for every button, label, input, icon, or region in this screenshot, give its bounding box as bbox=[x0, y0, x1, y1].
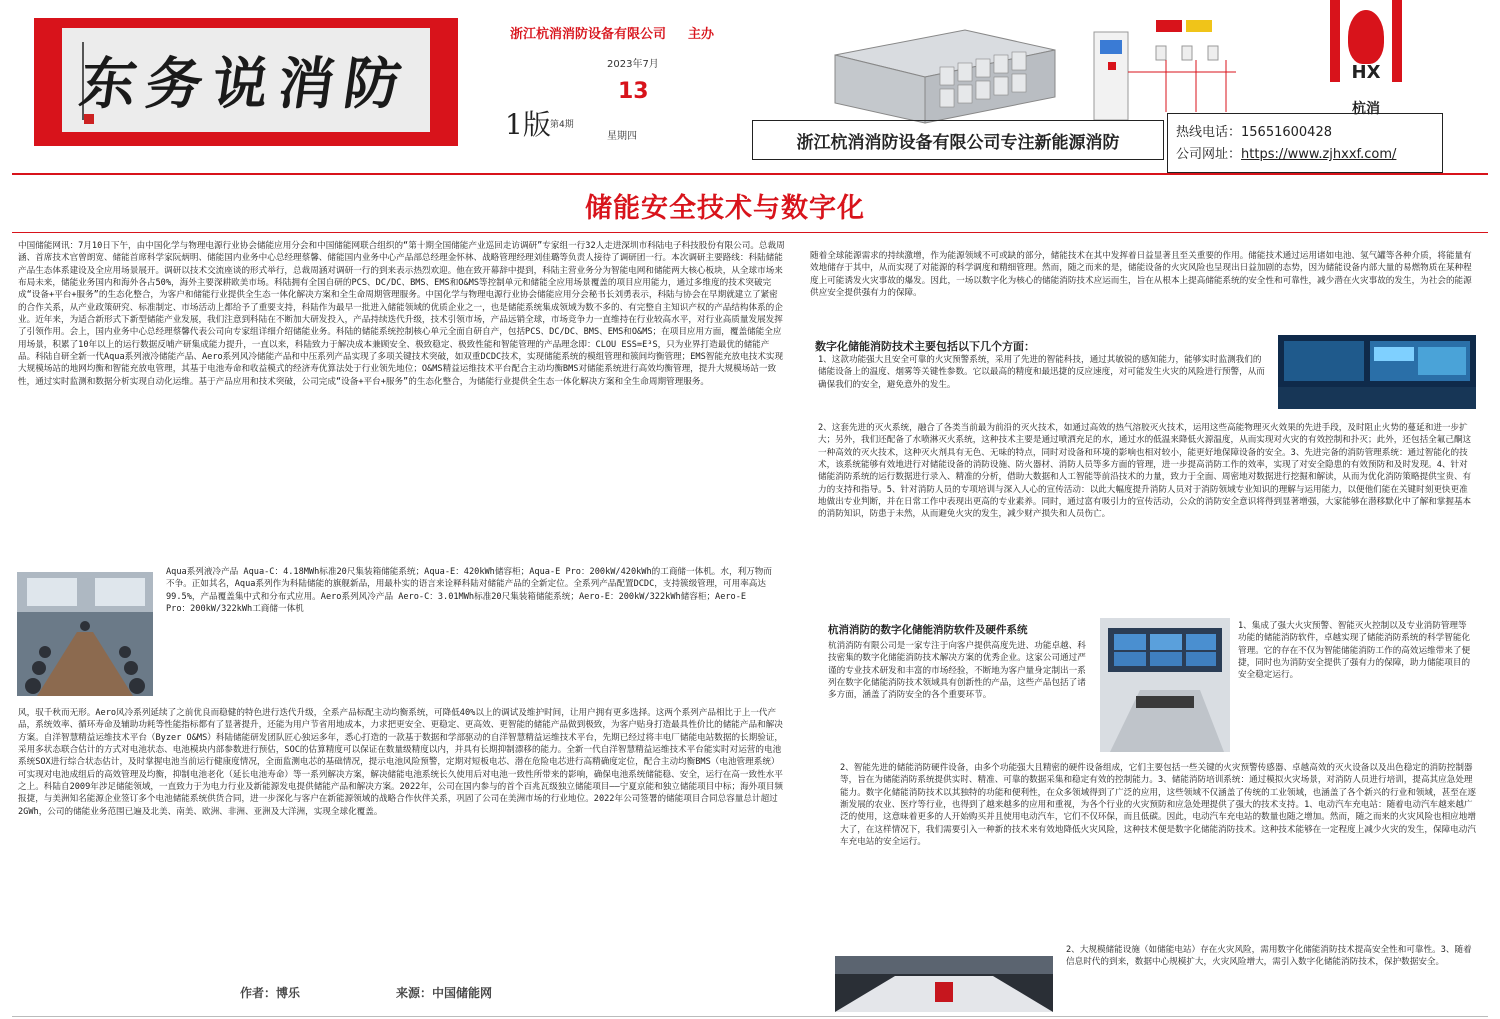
article-right-software: 1、集成了强大火灾预警、智能灭火控制以及专业消防管理等功能的储能消防软件，卓越实现了储能消防系统的科学智能化管理。它的存在不仅为智能储能消防工作的高效运维带来了便捷，同时也为消防安全提供了强有力的保障，助力储能项目的安全稳定运行。 bbox=[1238, 621, 1471, 681]
publisher-name: 浙江杭消消防设备有限公司 bbox=[510, 27, 667, 42]
storage-cabinet-image bbox=[815, 15, 1065, 125]
page-bottom-divider bbox=[12, 1016, 1488, 1017]
fire-equipment-image bbox=[1086, 12, 1246, 122]
slogan-text: 浙江杭消消防设备有限公司专注新能源消防 bbox=[796, 132, 1120, 153]
edition-issue: 第4期 bbox=[550, 120, 574, 130]
article-right-items: 2、这套先进的灭火系统，融合了各类当前最为前沿的灭火技术，如通过高效的热气溶胶灭火技术，运用这些高能物理灭火效果的先进手段，及时阻止火势的蔓延和进一步扩大；另外，我们还配备了水喷淋灭火系统，这种技术主要是通过喷洒充足的水，通过水的低温来降低火源温度，从而实现对火灾的有效控制和扑灭；此外，还包括全氟己酮这一种高效的灭火技术，这种灭火剂具有无色、无味的特点，同时对设备和环境的影响也相对较小，能更好地保障设备的安全。3、先进完备的消防管理系统：通过智能化的技术，该系统能够有效地进行对储能设备的消防设施、防火器材、消防人员等多方面的管理，进一步提高消防工作的效率，实现了对安全隐患的有效预防和及时发现。4、针对储能消防系统的运行数据进行录入、精准的分析，借助大数据和人工智能等前沿技术的力量，致力于全面、周密地对数据进行挖掘和解读，从而为优化消防策略提供宝贵、有力的支持和指导。5、针对消防人员的专项培训与深入人心的宣传活动：以此大幅度提升消防人员对于消防领域专业知识的理解与运用能力，以便他们能在关键时刻更快更准地做出专业判断，并在日常工作中表现出更高的专业素养。同时，通过富有吸引力的宣传活动，公众的消防安全意识将得到显著增强，大家能够在潜移默化中了解和掌握基本的消防知识，防患于未然，从而避免火灾的发生，减少财产损失和人员伤亡。 bbox=[818, 423, 1472, 520]
brand-name: 杭消 bbox=[1352, 101, 1380, 117]
section-heading-hangxiao: 杭消消防的数字化储能消防软件及硬件系统 bbox=[828, 624, 1028, 636]
hotline: 热线电话：15651600428 bbox=[1176, 125, 1332, 140]
article-left-bottom: 风，驭千秋而无形。Aero风冷系列延续了之前优良而稳健的特色进行迭代升级，全系产品标配主动均衡系统，可降低40%以上的调试及维护时间，让用户拥有更多选择。这两个系列产品相比于上一代产品，系统效率、循环寿命及辅助功耗等性能指标都有了显著提升，还能为用户节省用地成本，力求把更安全、更稳定、更高效、更智能的储能产品做到极致，为客户贴身打造最具性价比的储能产品和解决方案。自洋智慧精益运维技术平台（Byzer O&MS）科陆储能研发团队匠心独运多年，悉心打造的一款基于数据和学部驱动的自洋智慧精益运维技术平台，先期已经过将丰电厂储能电站数据的长期验证，采用多状态联合估计的方式对电池状态、电池模块内部参数进行预估，SOC的估算精度可以保证在数量级精度以内，并具有长期抑制漂移的能力。全新一代自洋智慧精益运维技术平台能实时对运营的电池系统SOX进行综合状态估计，及时掌握电池当前运行健康度情况，全面监测电芯的基础情况，提示电池风险预警，定期对短板电芯、潜在危险电芯进行高精确度定位，配合主动均衡BMS（电池管理系统）可实现对电池成组后的高效管理及均衡，抑制电池老化（延长电池寿命）等一系列解决方案，解决储能电池系统长久使用后对电池一致性所带来的影响，确保电池系统储能稳、安全，运行在高一致性水平之上。科陆自2009年涉足储能领域，一直致力于为电力行业及新能源发电提供储能产品和解决方案。2022年，公司在国内参与的首个百兆瓦级独立储能项目——宁夏京能和独立储能项目中标；海外项目频报捷，与美洲知名能源企业签订多个电池储能系统供货合同，进一步深化与客户在新能源领域的战略合作伙伴关系，巩固了公司在美洲市场的行业地位。2022年公司签署的储能项目合同总容量总计超过2GWh，公司的储能业务范围已遍及北美、南美、欧洲、非洲、亚洲及大洋洲，实现全球化覆盖。 bbox=[18, 708, 784, 817]
source-credit: 来源：中国储能网 bbox=[396, 986, 493, 1000]
article-right-item1: 1、这款功能强大且安全可靠的火灾预警系统，采用了先进的智能科技，通过其敏锐的感知能力，能够实时监测我们的储能设备上的温度、烟雾等关键性参数。它以最高的精度和最迅捷的反应速度，对可能发生火灾的风险进行预警，从而确保我们的安全，避免意外的发生。 bbox=[818, 355, 1265, 390]
article-left-products: Aqua系列液冷产品 Aqua-C：4.18MWh标准20尺集装箱储能系统；Aqua-E：420kWh储容柜；Aqua-E Pro：200kW/420kWh的工商储一体机。水，利万物而不争。正如其名，Aqua系列作为科陆储能的旗舰新品，用最朴实的语言来诠释科陆对储能产品的全新定位。全系列产品配置DCDC，支持簇级管理，可用率高达99.5%，产品覆盖集中式和分布式应用。Aero系列风冷产品 Aero-C：3.01MWh标准20尺集装箱储能系统；Aero-E：200kW/322kWh储容柜；Aero-E Pro：200kW/322kWh工商储一体机 bbox=[166, 567, 772, 615]
date-year-month: 2023年7月 bbox=[607, 59, 659, 70]
slogan-banner bbox=[752, 120, 1164, 160]
exhibition-hall-photo bbox=[835, 956, 1053, 1012]
section-heading-digital: 数字化储能消防技术主要包括以下几个方面： bbox=[815, 340, 1035, 353]
date-day: 13 bbox=[618, 79, 649, 104]
masthead-divider bbox=[12, 173, 1488, 175]
control-room-photo bbox=[1100, 618, 1230, 752]
brand-letters: HX bbox=[1351, 62, 1381, 83]
calligraphy-title: 东务说消防 bbox=[75, 51, 416, 117]
page-headline: 储能安全技术与数字化 bbox=[585, 193, 865, 224]
article-right-company: 杭消消防有限公司是一家专注于向客户提供高度先进、功能卓越、科技密集的数字化储能消防技术解决方案的优秀企业。这家公司通过严谨的专业技术研发和丰富的市场经验，不断地为客户量身定制出一系列在数字化储能消防技术领域具有创新性的产品，这些产品包括了诸多方面，涵盖了消防安全的各个重要环节。 bbox=[828, 641, 1086, 701]
weekday: 星期四 bbox=[607, 131, 637, 142]
website-label: 公司网址： bbox=[1176, 147, 1242, 162]
article-left-top: 中国储能网讯：7月10日下午，由中国化学与物理电源行业协会储能应用分会和中国储能网联合组织的“第十期全国储能产业巡回走访调研”专家组一行32人走进深圳市科陆电子科技股份有限公司。总裁周涵、首席技术官曾朗宽、储能首席科学家阮炳明、储能国内业务中心总经理蔡馨、储能国内业务中心产品部总经理金怀林、战略管理经理刘佳璐等负责人接待了调研团一行。本次调研主要路线：科陆储能产品生态体系建设及全应用场景展开。调研以技术交流座谈的形式举行，总裁周涵对调研一行的到来表示热烈欢迎。他在致开幕辞中提到，科陆主营业务分为智能电网和储能两大核心板块，从全球市场来布局未来，储能业务国内和海外各占50%，海外主要深耕欧美市场。科陆拥有全国自研的PCS、DC/DC、BMS、EMS和O&MS等控制单元和储能全应用场景覆盖的项目应用能力，通过多维度的技术突破完成“设备+平台+服务”的生态化整合，为客户和储能行业提供全生态一体化解决方案和全生命周期管理服务。中国化学与物理电源行业协会储能应用分会秘书长刘勇表示，科陆与协会在早期就建立了紧密的合作关系，从产业政策研究、标准制定、市场活动上都给予了重要支持，科陆作为最早一批进入储能领域的优质企业之一，也是储能系统集成领域为数不多的、有完整自主知识产权的产品结构体系的企业。近年来，为适合新形式下新型储能产业发展，我们注意到科陆在不断加大研发投入，产品持续迭代升级，技术引领市场，产品远销全球，市场竞争力一直维持在行业较高水平，对行业高质量发展发挥了引领作用。会上，国内业务中心总经理蔡馨代表公司向专家组详细介绍储能业务。科陆的储能系统控制核心单元全面自研自产，包括PCS、DC/DC、BMS、EMS和O&MS；在项目应用方面，覆盖储能全应用场景，积累了10年以上的运行数据反哺产研集成能力提升，一直以来，科陆致力于解决成本兼顾安全、极致稳定、极致性能和智能管理的产品理念即：CLOU ESS=E³S，只为业界打造最优的储能产品。科陆自研全新一代Aqua系列液冷储能产品、Aero系列风冷储能产品和中压系列产品实现了多项关键技术突破，如双重DCDC技术，实现储能系统的模组管理和簇间均衡管理；EMS智能充放电技术实现大规模场站的地网均衡和智能充放电管理，其基于电池寿命和收益模式的经济寿优算法处于行业领先地位；O&MS精益运维技术平台配合主动均衡BMS对储能系统进行高效均衡管理，提升大规模场站一致性，通过实时监测和数据分析实现自动化运维。基于产品应用和技术突破，公司完成“设备+平台+服务”的生态化整合，为储能行业提供全生态一体化解决方案和全生命周期管理服务。 bbox=[18, 241, 785, 387]
masthead-logo bbox=[34, 18, 458, 146]
author-byline: 作者：博乐 bbox=[240, 986, 301, 1000]
brand-logo-icon bbox=[1330, 0, 1402, 82]
website-link[interactable]: https://www.zjhxxf.com/ bbox=[1241, 147, 1397, 162]
article-right-intro: 随着全球能源需求的持续激增，作为能源领域不可或缺的部分，储能技术在其中发挥着日益显著且至关重要的作用。储能技术通过运用诸如电池、氢气罐等各种介质，将能量有效地储存于其中，从而实现了对能源的科学调度和精细管理。然而，随之而来的是，储能设备的火灾风险也呈现出日益加剧的态势，因为储能设备内部大量的易燃物质在某种程度上可能诱发火灾事故的爆发。因此，一场以数字化为核心的储能消防技术应运而生，旨在从根本上提高储能系统的安全性和可靠性，减少潜在火灾事故的发生，为社会的能源供应安全提供强有力的保障。 bbox=[810, 251, 1472, 299]
meeting-photo bbox=[17, 572, 153, 696]
calligraphy-panel bbox=[62, 28, 430, 132]
datacenter-photo bbox=[1278, 335, 1476, 409]
contact-box bbox=[1167, 113, 1443, 173]
article-right-hardware: 2、智能先进的储能消防硬件设备，由多个功能强大且精密的硬件设备组成，它们主要包括一些关键的火灾预警传感器、卓越高效的灭火设备以及出色稳定的消防控制器等，旨在为储能消防系统提供实时、精准、可靠的数据采集和稳定有效的控制能力。3、储能消防培训系统：通过模拟火灾场景，对消防人员进行培训，提高其应急处理能力。数字化储能消防技术以其独特的功能和便利性，在众多领域得到了广泛的应用，这些领域不仅涵盖了传统的工业领域，也涵盖了各个新兴的行业和领域，甚至在逐渐发展的农业、医疗等行业，也得到了越来越多的应用和重视，为各个行业的火灾预防和应急处理提供了强大的技术支持。1、电动汽车充电站：随着电动汽车越来越广泛的使用，这意味着更多的人开始购买并且使用电动汽车，它们不仅环保，而且低碳。因此，电动汽车充电站的数量也随之增加。然而，随之而来的火灾风险也相应地增大了，在这样情况下，我们需要引入一种新的技术来有效地降低火灾风险，这种技术便是数字化储能消防技术。这种技术能够在一定程度上减少火灾的发生，保障电动汽车充电站的安全运行。 bbox=[840, 763, 1476, 848]
article-right-applications: 2、大规模储能设施（如储能电站）存在火灾风险，需用数字化储能消防技术提高安全性和可靠性。3、随着信息时代的到来，数据中心规模扩大，火灾风险增大，需引入数字化储能消防技术，保护数据安全。 bbox=[1066, 945, 1472, 968]
headline-divider bbox=[12, 232, 1488, 233]
edition-number: 1版 bbox=[505, 108, 551, 141]
sponsor-label: 主办 bbox=[688, 27, 715, 42]
